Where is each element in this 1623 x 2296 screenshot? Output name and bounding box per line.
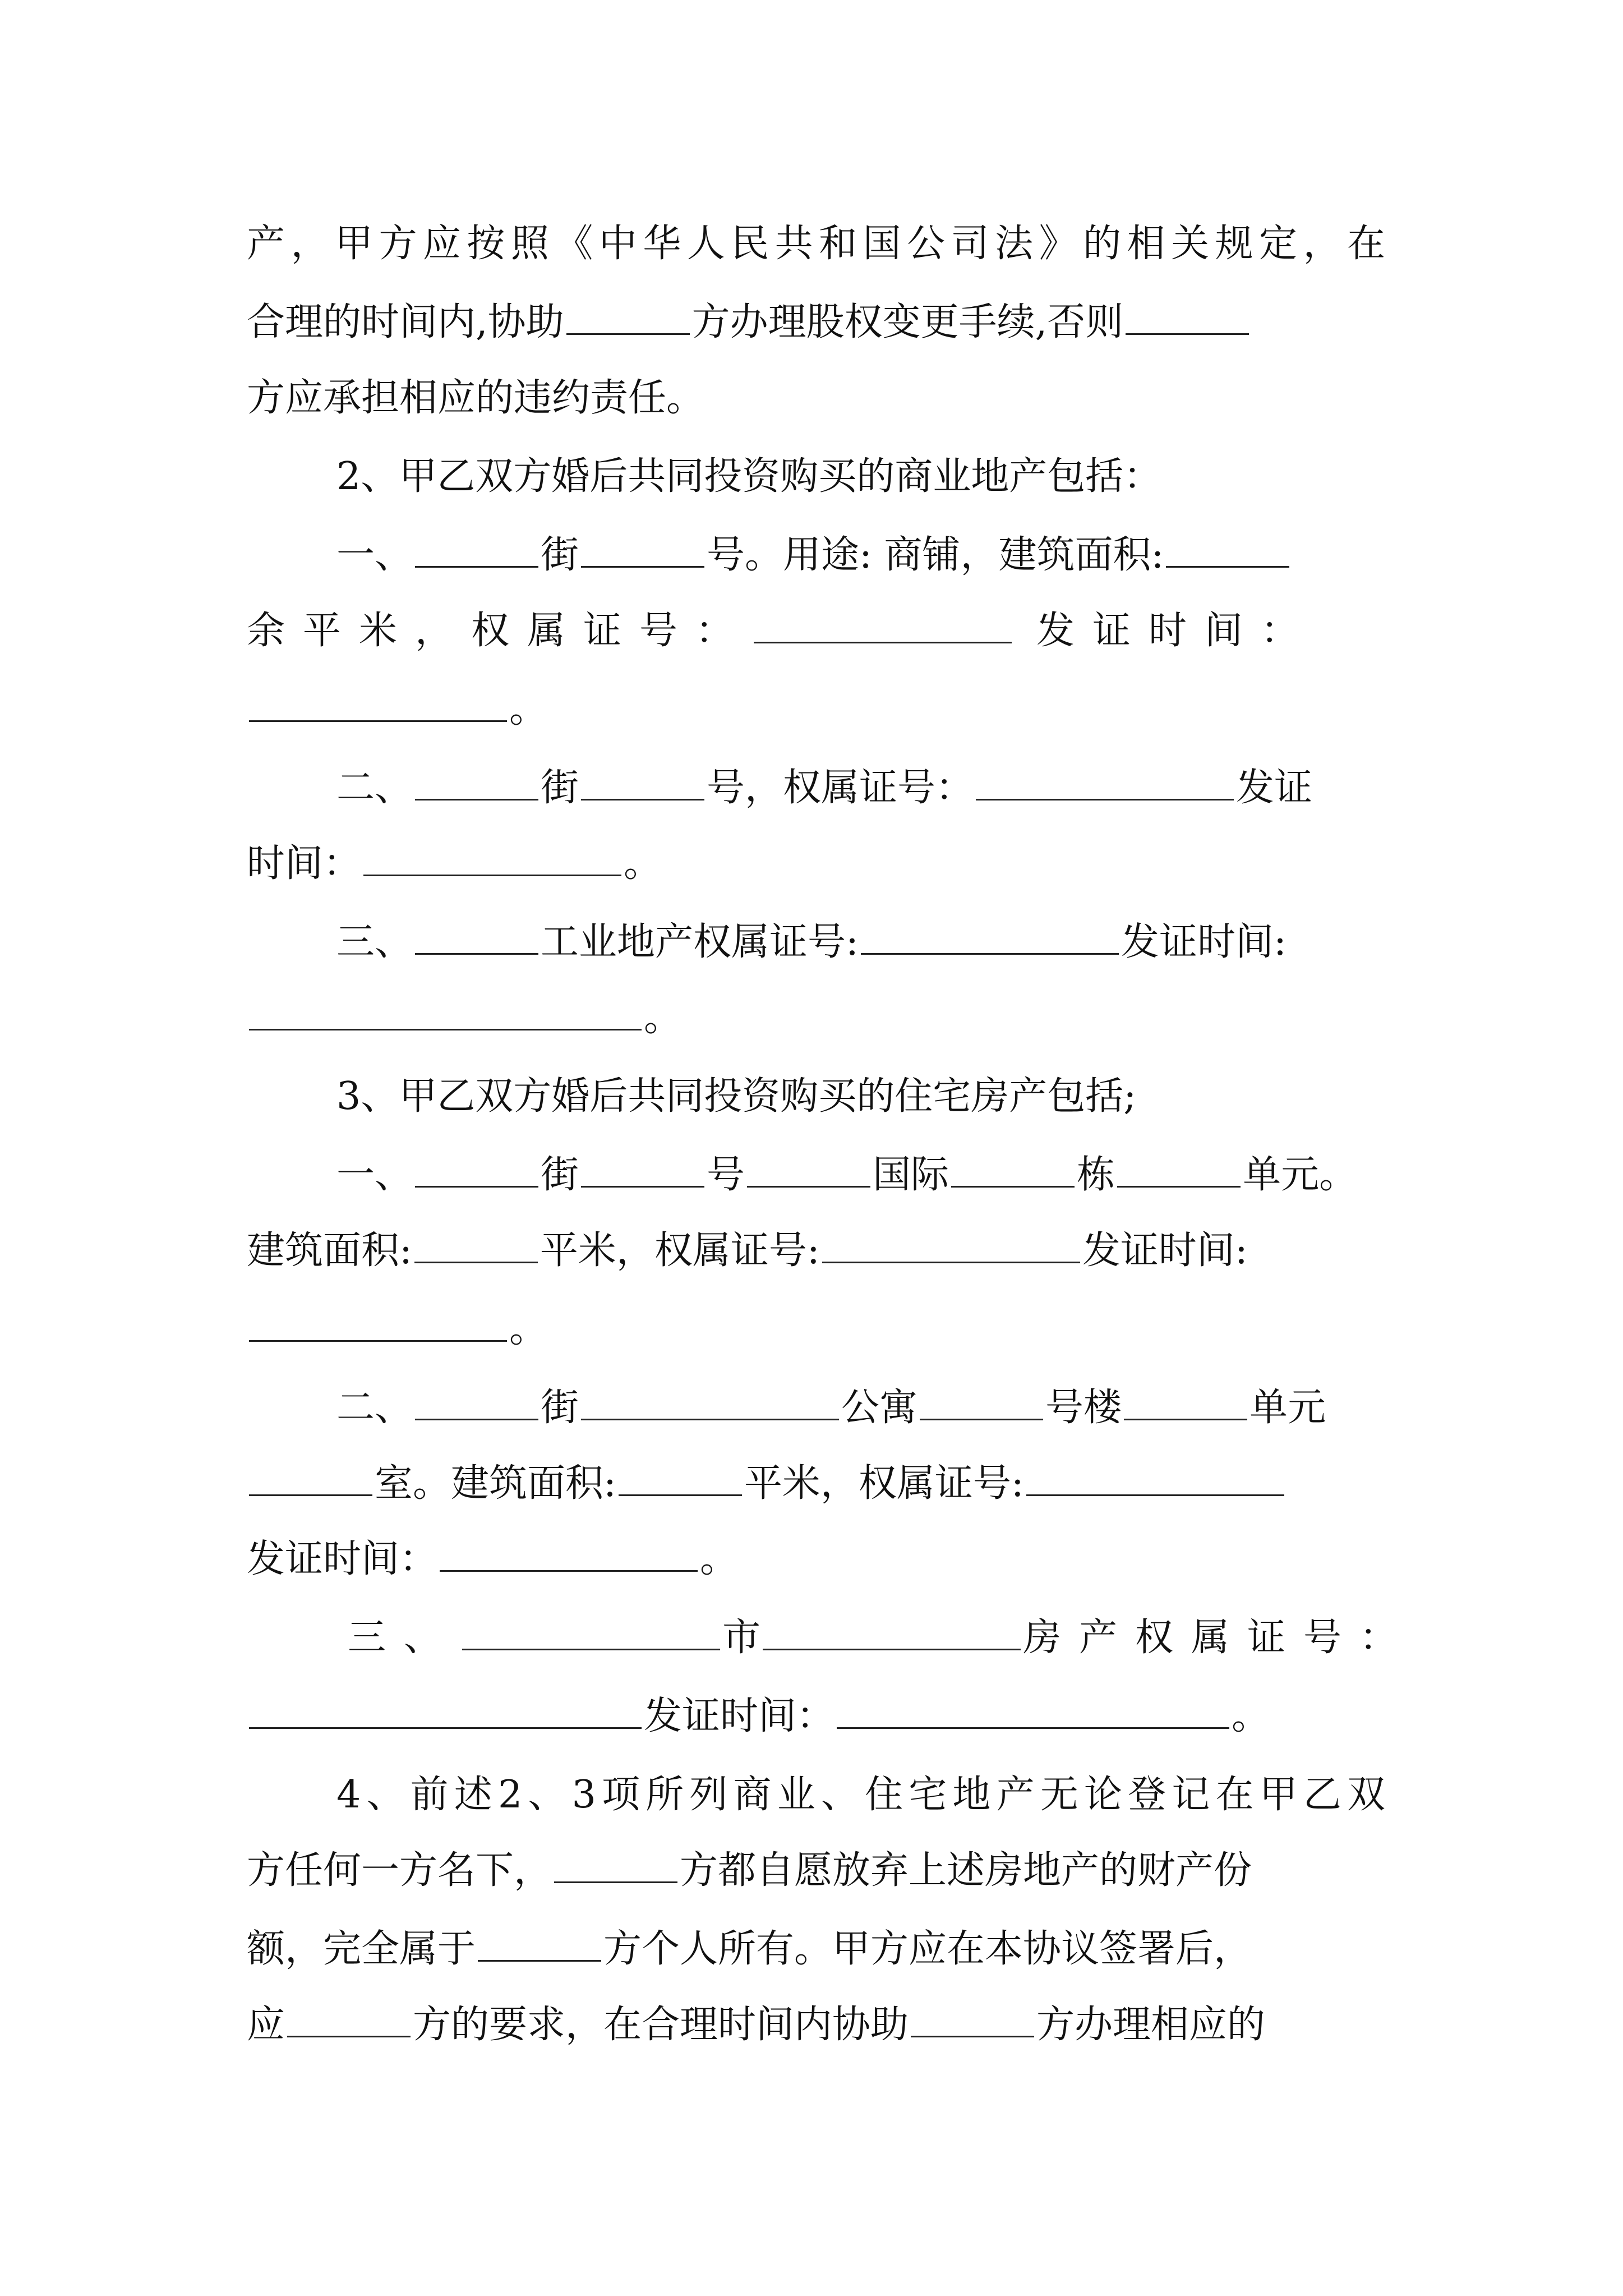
fill-blank [1126, 301, 1249, 335]
text-segment: 号。用途: 商铺，建筑面积: [707, 533, 1164, 577]
text-segment: 方都自愿放弃上述房地产的财产份 [680, 1848, 1252, 1893]
fill-blank [754, 609, 1012, 643]
fill-blank [415, 921, 538, 955]
text-line [247, 1217, 1385, 1285]
text-segment: 市 [722, 1616, 761, 1660]
text-segment: 发证时间: [1082, 1228, 1248, 1273]
text-segment: 余平米，权属证号： [247, 609, 752, 653]
fill-blank [837, 1695, 1229, 1729]
fill-blank [1124, 1386, 1247, 1420]
text-segment: 一、 [336, 1153, 413, 1197]
fill-blank [415, 1153, 538, 1188]
fill-blank [1026, 1462, 1284, 1496]
fill-blank [581, 533, 704, 568]
text-segment: 号 [707, 1153, 745, 1197]
text-segment: 发证时间： [1036, 609, 1317, 653]
text-line [247, 1142, 1385, 1209]
fill-blank [1166, 533, 1289, 568]
text-line [247, 522, 1385, 589]
text-segment: 单元 [1249, 1386, 1326, 1430]
text-segment: 发证 [1236, 766, 1313, 810]
text-segment: 号楼 [1045, 1386, 1122, 1430]
text-line [247, 1916, 1385, 1983]
text-segment: 方办理相应的 [1036, 2003, 1266, 2047]
text-segment: 平米，权属证号: [744, 1461, 1024, 1506]
text-segment: 街 [541, 533, 579, 577]
text-segment: 二、 [336, 766, 413, 810]
text-segment: 室。建筑面积: [375, 1461, 616, 1506]
fill-blank [747, 1153, 870, 1188]
fill-blank [249, 688, 507, 722]
text-segment: 公寓 [841, 1386, 918, 1430]
text-line [247, 597, 1385, 665]
fill-blank [414, 1229, 538, 1263]
text-segment: 4、前述2、3项所列商业、住宅地产无论登记在甲乙双 [336, 1773, 1385, 1817]
text-line [247, 676, 1385, 743]
text-segment: 平米，权属证号: [540, 1228, 820, 1273]
text-segment: 。 [509, 687, 548, 731]
fill-blank [566, 301, 690, 335]
text-segment: 额，完全属于 [247, 1927, 476, 1971]
text-segment: 街 [541, 1386, 579, 1430]
fill-blank [249, 1308, 507, 1342]
text-segment: 工业地产权属证号: [541, 920, 859, 964]
text-segment: 方应承担相应的违约责任。 [247, 376, 705, 420]
fill-blank [976, 766, 1234, 800]
text-line [247, 909, 1385, 976]
text-segment: 3、甲乙双方婚后共同投资购买的住宅房产包括; [336, 1074, 1137, 1119]
text-segment: 街 [541, 1153, 579, 1197]
fill-blank [462, 1616, 720, 1650]
text-line [247, 984, 1385, 1052]
text-segment: 发证时间: [1121, 920, 1287, 964]
text-segment: 。 [700, 1537, 739, 1581]
text-segment: 三、 [336, 920, 413, 964]
text-segment: 。 [1232, 1694, 1270, 1738]
text-segment: 发证时间： [644, 1694, 835, 1738]
text-line [247, 1063, 1385, 1130]
fill-blank [249, 1462, 372, 1496]
fill-blank [581, 1386, 839, 1420]
text-line [247, 1374, 1385, 1442]
text-line [247, 830, 1385, 898]
text-segment: 。 [509, 1307, 548, 1351]
text-segment: 应 [247, 2003, 285, 2047]
text-line [247, 1450, 1385, 1517]
text-line [247, 1526, 1385, 1593]
fill-blank [478, 1927, 601, 1962]
text-segment: 。 [644, 996, 683, 1040]
text-segment: 国际 [873, 1153, 949, 1197]
text-line [247, 1761, 1385, 1829]
text-segment: 合理的时间内,协助 [247, 300, 564, 344]
text-line [247, 1683, 1385, 1750]
fill-blank [763, 1616, 1021, 1650]
fill-blank [581, 766, 704, 800]
text-segment: 建筑面积: [247, 1228, 412, 1273]
fill-blank [415, 766, 538, 800]
text-segment: 方任何一方名下， [247, 1848, 552, 1893]
fill-blank [581, 1153, 704, 1188]
text-segment: 方办理股权变更手续,否则 [691, 300, 1124, 344]
text-segment: 产，甲方应按照《中华人民共和国公司法》的相关规定，在 [247, 222, 1385, 266]
text-segment: 方个人所有。甲方应在本协议签署后， [603, 1927, 1252, 1971]
fill-blank [554, 1849, 677, 1883]
fill-blank [363, 842, 621, 876]
text-line [247, 443, 1385, 510]
text-line [247, 1604, 1416, 1672]
text-segment: 栋 [1077, 1153, 1115, 1197]
fill-blank [440, 1538, 698, 1572]
text-line [247, 1837, 1385, 1904]
fill-blank [249, 1695, 642, 1729]
text-line [247, 1296, 1385, 1363]
fill-blank [920, 1386, 1043, 1420]
fill-blank [1117, 1153, 1241, 1188]
fill-blank [822, 1229, 1080, 1263]
fill-blank [951, 1153, 1075, 1188]
text-segment: 房产权属证号： [1023, 1616, 1416, 1660]
text-segment: 一、 [336, 533, 413, 577]
fill-blank [619, 1462, 742, 1496]
text-segment: 街 [541, 766, 579, 810]
text-segment: 时间： [247, 841, 362, 886]
text-segment: 发证时间： [247, 1537, 438, 1581]
fill-blank [249, 996, 642, 1030]
fill-blank [415, 1386, 538, 1420]
fill-blank [415, 533, 538, 568]
text-segment: 号，权属证号： [707, 766, 974, 810]
text-line [247, 365, 1385, 432]
fill-blank [911, 2003, 1034, 2037]
text-line [247, 1991, 1385, 2059]
text-line [247, 210, 1385, 278]
text-segment: 三、 [348, 1616, 460, 1660]
text-segment: 方的要求，在合理时间内协助 [413, 2003, 909, 2047]
text-segment: 二、 [336, 1386, 413, 1430]
fill-blank [287, 2003, 411, 2037]
text-segment: 单元。 [1243, 1153, 1358, 1197]
fill-blank [861, 921, 1119, 955]
text-segment: 2、甲乙双方婚后共同投资购买的商业地产包括： [336, 454, 1162, 499]
text-segment: 。 [624, 841, 662, 886]
text-line [247, 289, 1385, 356]
text-line [247, 754, 1385, 822]
